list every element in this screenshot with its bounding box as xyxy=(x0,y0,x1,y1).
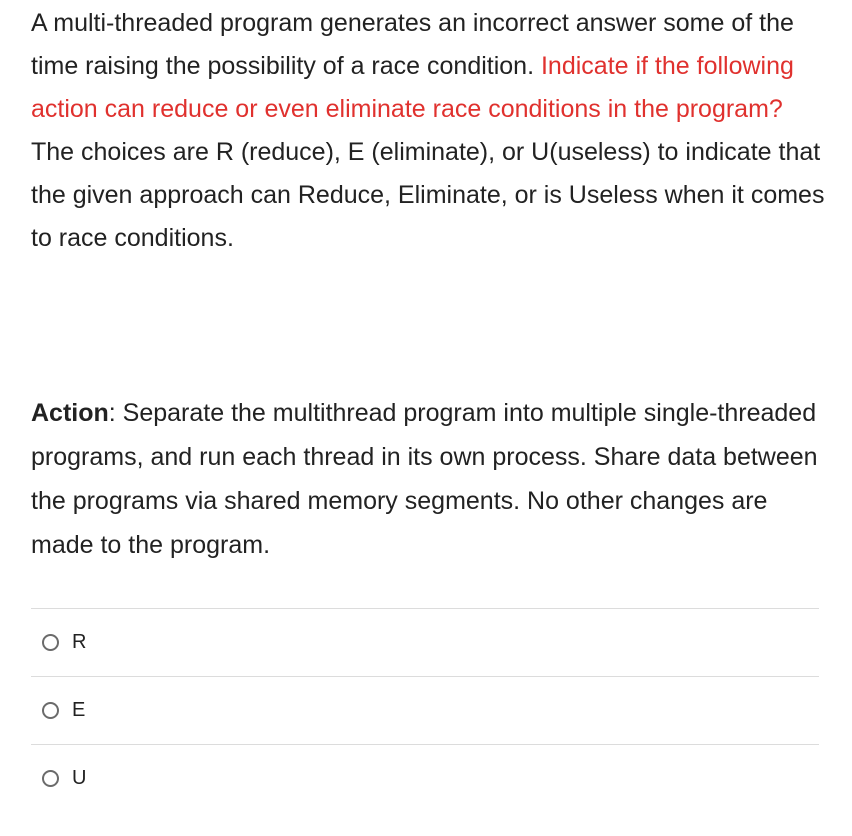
radio-button-e[interactable] xyxy=(42,702,59,719)
answer-option-r[interactable] xyxy=(31,608,819,676)
question-text xyxy=(31,2,831,260)
answer-label-e: E xyxy=(72,699,86,721)
question-intro: A multi-threaded program generates an incorrect answer some of the time raising the possibility of a race condition. xyxy=(31,9,794,80)
answer-label-u: U xyxy=(72,767,87,789)
radio-button-u[interactable] xyxy=(42,770,59,787)
answer-list xyxy=(31,608,819,812)
action-label: Action xyxy=(31,399,109,427)
answer-option-u[interactable] xyxy=(31,744,819,812)
answer-label-r: R xyxy=(72,631,87,653)
question-rest: The choices are R (reduce), E (eliminate), or U(useless) to indicate that the given approach can Reduce, Eliminate, or is Useless when it comes to race conditions. xyxy=(31,138,825,252)
action-text xyxy=(31,391,831,567)
answer-option-e[interactable] xyxy=(31,676,819,744)
question-highlight: Indicate if the following action can reduce or even eliminate race conditions in the program? xyxy=(31,52,794,123)
radio-button-r[interactable] xyxy=(42,634,59,651)
action-description: : Separate the multithread program into multiple single-threaded programs, and run each thread in its own process. Share data between the programs via shared memory segments. No other changes are made to the program. xyxy=(31,399,818,559)
